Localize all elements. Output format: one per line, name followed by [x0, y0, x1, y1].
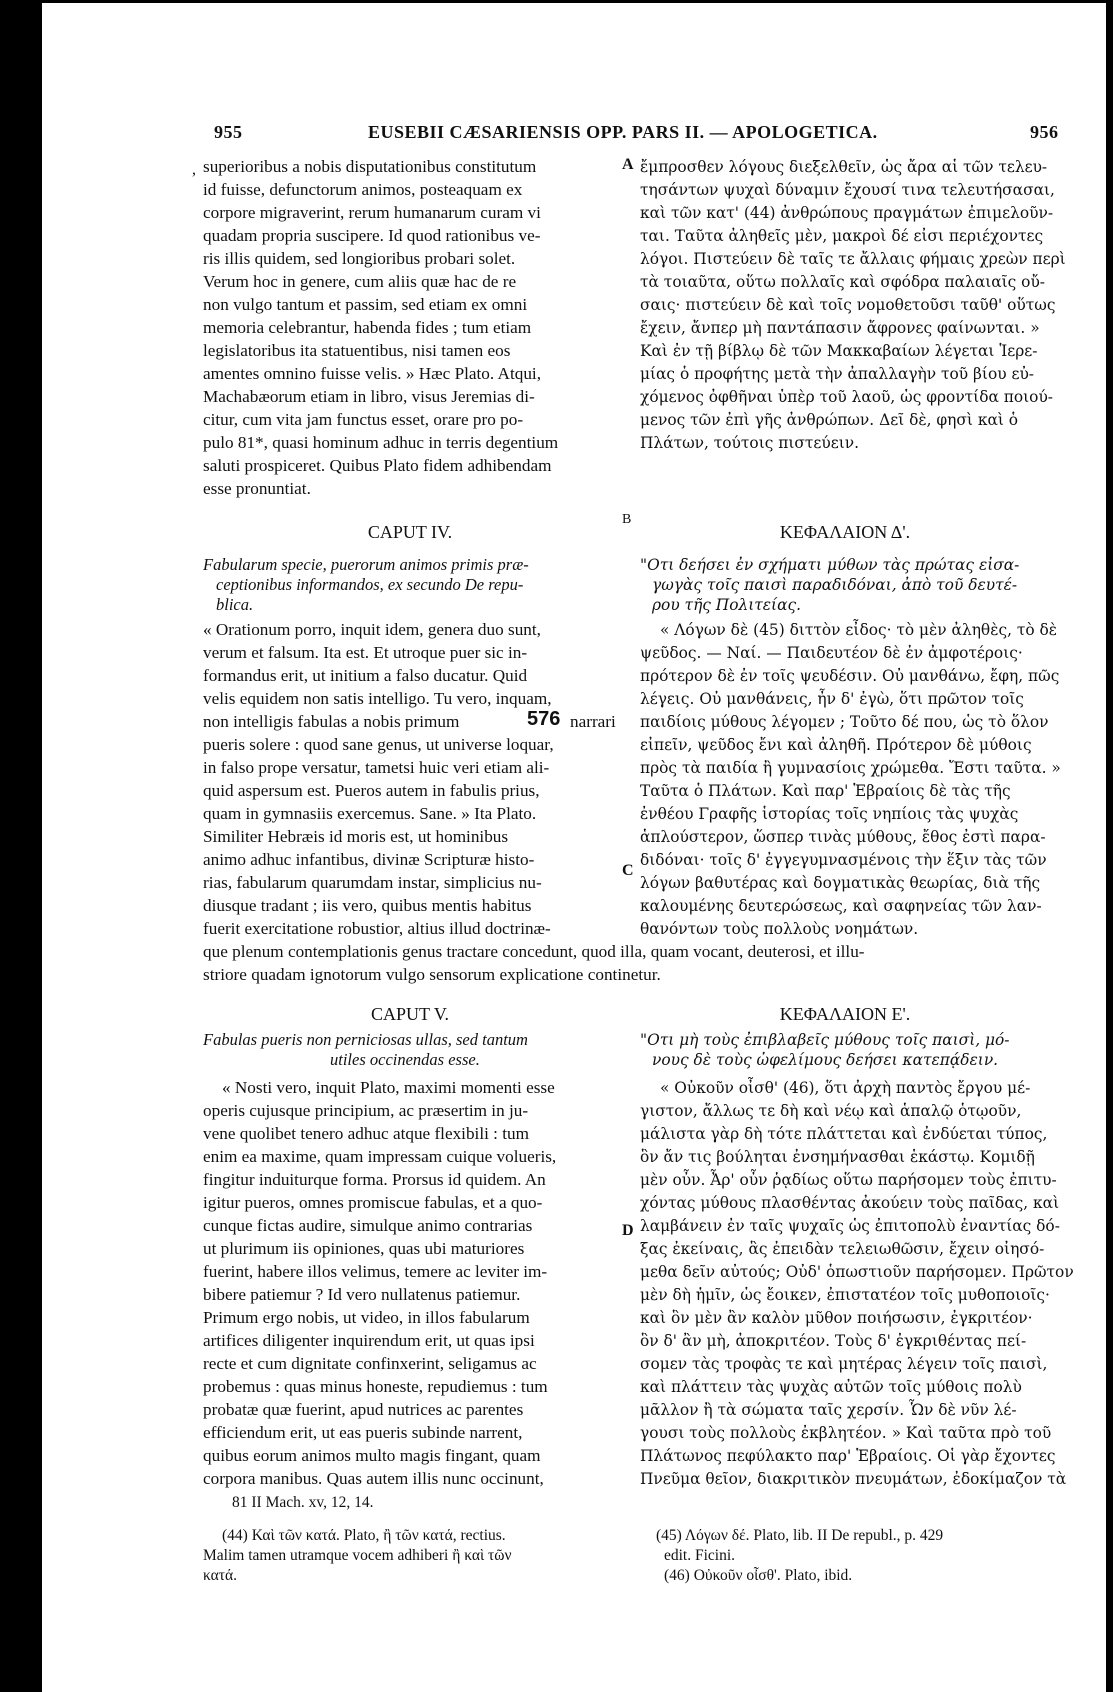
text-line: μὲν δὴ ἡμῖν, ὡς ἔοικεν, ἐπιστατέον τοῖς μυθοποιοῖς·: [640, 1286, 1050, 1304]
section-marker-d: D: [622, 1222, 634, 1239]
text-line: legislatoribus ita statuentibus, nisi tamen eos: [203, 341, 511, 360]
chapter-summary-line: νους δὲ τοὺς ὠφελίμους δεήσει κατεπᾴδειν.: [652, 1051, 999, 1069]
text-line: rias, fabularum quarumdam instar, simplicius nu-: [203, 873, 542, 892]
text-line: εἰπεῖν, ψεῦδος ἔνι καὶ ἀληθῆ. Πρότερον δὲ μύθοις: [640, 736, 1032, 754]
text-line: quadam propria suscipere. Id quod rationibus ve-: [203, 226, 541, 245]
text-line: μᾶλλον ἢ τὰ σώματα ταῖς χερσίν. Ὧν δὲ νῦν λέ-: [640, 1401, 1017, 1419]
text-line: narrari: [570, 712, 616, 731]
text-line: ὃν ἄν τις βούληται ἐνσημήνασθαι ἑκάστῳ. Κομιδῇ: [640, 1148, 1035, 1166]
text-line: Machabæorum etiam in libro, visus Jeremias di-: [203, 387, 535, 406]
text-line: σομεν τὰς τροφὰς τε καὶ μητέρας λέγειν τοῖς παισὶ,: [640, 1355, 1048, 1373]
text-line: θανόντων τοὺς πολλοὺς νοημάτων.: [640, 920, 919, 938]
text-line: « Οὐκοῦν οἶσθ' (46), ὅτι ἀρχὴ παντὸς ἔργου μέ-: [660, 1079, 1031, 1097]
text-line: καὶ τῶν κατ' (44) ἀνθρώπους πραγμάτων ἐπιμελοῦν-: [640, 204, 1054, 222]
text-line: λέγεις. Οὐ μανθάνεις, ἦν δ' ἐγὼ, ὅτι πρῶτον τοῖς: [640, 690, 1024, 708]
text-line: ξας ἐκείναις, ἃς ἐπειδὰν τελειωθῶσιν, ἔχειν οἰησό-: [640, 1240, 1045, 1258]
text-line: τὰ τοιαῦτα, οὕτω πολλαῖς καὶ σφόδρα παλαιαῖς οὔ-: [640, 273, 1046, 291]
text-line: in falso prope versatur, tametsi huic veri etiam ali-: [203, 758, 550, 777]
text-line: velis equidem non satis intelligo. Tu vero, inquam,: [203, 689, 552, 708]
text-line: διδόναι· τοῖς δ' ἐγγεγυμνασμένοις τὴν ἕξιν τὰς τῶν: [640, 851, 1047, 869]
text-line: πρὸς τὰ παιδία ἢ γυμνασίοις χρώμεθα. Ἔστι ταῦτα. »: [640, 759, 1061, 777]
text-line: ἐνθέου Γραφῆς ἱστορίας τοῖς νηπίοις τὰς ψυχὰς: [640, 805, 1019, 823]
text-line-full-width: que plenum contemplationis genus tractare concedunt, quod illa, quam vocant, deuterosi, et illu-: [203, 942, 865, 961]
text-line: μενος τῶν ἐπὶ γῆς ἀνθρώπων. Δεῖ δὲ, φησὶ καὶ ὁ: [640, 411, 1019, 429]
text-line: καλουμένης δευτερώσεως, καὶ σαφηνείας τῶν λαν-: [640, 897, 1042, 915]
text-line: ἔχειν, ἄνπερ μὴ παντάπασιν ἄφρονες φαίνωνται. »: [640, 319, 1040, 337]
chapter-heading-greek-4: ΚΕΦΑΛΑΙΟΝ Δ'.: [779, 522, 911, 542]
running-title: EUSEBII CÆSARIENSIS OPP. PARS II. — APOLOGETICA.: [368, 122, 878, 142]
footnote-line: Malim tamen utramque vocem adhiberi ἢ καὶ τῶν: [203, 1547, 512, 1564]
text-line: vene quolibet tenero adhuc atque flexibili : tum: [203, 1124, 529, 1143]
text-line: non vulgo tantum et passim, sed etiam ex omni: [203, 295, 528, 314]
chapter-heading-latin-5: CAPUT V.: [370, 1004, 450, 1024]
chapter-summary-line: ceptionibus informandos, ex secundo De repu-: [216, 575, 524, 594]
chapter-heading-greek-5: ΚΕΦΑΛΑΙΟΝ Ε'.: [779, 1004, 911, 1024]
text-line: pulo 81*, quasi hominum adhuc in terris degentium: [203, 433, 559, 452]
text-line: cunque fictas audire, simulque animo contrarias: [203, 1216, 533, 1235]
text-line: ὃν δ' ἂν μὴ, ἀποκριτέον. Τοὺς δ' ἐγκριθέντας πεί-: [640, 1332, 1027, 1350]
text-line: « Nosti vero, inquit Plato, maximi momenti esse: [222, 1078, 555, 1097]
text-line: superioribus a nobis disputationibus constitutum: [203, 157, 537, 176]
margin-mark: ,: [192, 161, 196, 178]
chapter-summary-line: utiles occinendas esse.: [330, 1050, 480, 1069]
footnote-line: κατά.: [203, 1567, 238, 1584]
text-line: μάλιστα γὰρ δὴ τότε πλάττεται καὶ ἐνδύεται τύπος,: [640, 1125, 1048, 1143]
text-line: pueris solere : quod sane genus, ut universe loquar,: [203, 735, 554, 754]
text-line: quibus eorum animos multo magis fingant, quam: [203, 1446, 541, 1465]
inline-page-number: 576: [527, 708, 561, 730]
scripture-reference: 81 II Mach. xv, 12, 14.: [232, 1494, 374, 1511]
text-line: recte et cum dignitate confinxerint, seligamus ac: [203, 1354, 537, 1373]
text-line: καὶ ὃν μὲν ἂν καλὸν μῦθον ποιήσωσιν, ἐγκριτέον·: [640, 1309, 1033, 1327]
text-line: memoria celebrantur, habenda fides ; tum etiam: [203, 318, 532, 337]
text-line: γουσι τοὺς πολλοὺς ἐκβλητέον. » Καὶ ταῦτα πρὸ τοῦ: [640, 1424, 1052, 1442]
section-marker-a: A: [622, 156, 634, 173]
chapter-summary-line: blica.: [216, 595, 254, 614]
text-line: diusque tradant ; iis vero, quibus mentis habitus: [203, 896, 532, 915]
text-line: esse pronuntiat.: [203, 479, 311, 498]
text-line: enim ea maxime, quam impressam cuique volueris,: [203, 1147, 557, 1166]
text-line: quid aspersum est. Pueros autem in fabulis prius,: [203, 781, 540, 800]
text-line: Πλάτων, τούτοις πιστεύειν.: [640, 434, 859, 452]
text-line: Καὶ ἐν τῇ βίβλῳ δὲ τῶν Μακκαβαίων λέγεται Ἱερε-: [640, 342, 1038, 360]
text-line: παιδίοις μύθους λέγομεν ; Τοῦτο δέ που, ὡς τὸ ὅλον: [640, 713, 1049, 731]
text-line: Πλάτωνος πεφύλακτο παρ' Ἑβραίοις. Οἱ γὰρ ἔχοντες: [640, 1447, 1056, 1465]
chapter-summary-line: Fabulas pueris non perniciosas ullas, sed tantum: [203, 1030, 528, 1049]
text-line: non intelligis fabulas a nobis primum: [203, 712, 460, 731]
chapter-summary-line: ρου τῆς Πολιτείας.: [652, 596, 801, 614]
text-line: corpore migraverint, rerum humanarum curam vi: [203, 203, 541, 222]
text-line: id fuisse, defunctorum animos, posteaquam ex: [203, 180, 523, 199]
text-line: operis cujusque principium, ac præsertim in ju-: [203, 1101, 529, 1120]
text-line: probemus : quas minus honeste, repudiemus : tum: [203, 1377, 548, 1396]
text-line: Primum ergo nobis, ut video, in illos fabularum: [203, 1308, 530, 1327]
text-line: Πνεῦμα θεῖον, διακριτικὸν πνευμάτων, ἐδοκίμαζον τὰ: [640, 1470, 1067, 1488]
footnote-line: (45) Λόγων δέ. Plato, lib. II De republ., p. 429: [656, 1527, 944, 1544]
text-line: fuerit exercitatione robustior, altius illud doctrinæ-: [203, 919, 551, 938]
text-line: fingitur induiturque forma. Prorsus id quidem. An: [203, 1170, 546, 1189]
text-line: ψεῦδος. — Ναί. — Παιδευτέον δὲ ἐν ἀμφοτέροις·: [640, 644, 1023, 662]
text-line: probatæ quæ fuerint, apud nutrices ac parentes: [203, 1400, 524, 1419]
text-line: ἁπλούστερον, ὥσπερ τινὰς μύθους, ἔθος ἐστὶ παρα-: [640, 828, 1046, 846]
text-line: artifices diligenter inquirendum erit, ut quas ipsi: [203, 1331, 535, 1350]
text-line: πρότερον δὲ ἐν τοῖς ψευδέσιν. Οὐ μανθάνω, ἔφη, πῶς: [640, 667, 1060, 685]
scan-border-right: [1106, 0, 1113, 1692]
text-line: quam in gymnasiis exercemus. Sane. » Ita Plato.: [203, 804, 537, 823]
text-line: λόγοι. Πιστεύειν δὲ ταῖς τε ἄλλαις φήμαις χρεὼν περὶ: [640, 250, 1066, 268]
text-line: verum et falsum. Ita est. Et utroque puer sic in-: [203, 643, 528, 662]
chapter-summary-line: γωγὰς τοῖς παισὶ παραδιδόναι, ἀπὸ τοῦ δευτέ-: [652, 576, 1018, 594]
section-marker-b: B: [622, 512, 632, 527]
text-line: citur, cum vita jam functus esset, orare pro po-: [203, 410, 524, 429]
chapter-summary-line: "Οτι μὴ τοὺς ἐπιβλαβεῖς μύθους τοῖς παισὶ, μό-: [640, 1031, 1010, 1049]
text-line: amentes omnino fuisse velis. » Hæc Plato. Atqui,: [203, 364, 541, 383]
text-line: χόμενος ὀφθῆναι ὑπὲρ τοῦ λαοῦ, ὡς φροντίδα ποιού-: [640, 388, 1054, 406]
text-line: Similiter Hebræis id moris est, ut hominibus: [203, 827, 509, 846]
footnote-line: (46) Οὐκοῦν οἶσθ'. Plato, ibid.: [664, 1567, 853, 1584]
text-line: μὲν οὖν. Ἆρ' οὖν ῥᾳδίως οὕτω παρήσομεν τοὺς ἐπιτυ-: [640, 1171, 1057, 1189]
text-line: μεθα δεῖν αὐτούς; Οὐδ' ὁπωστιοῦν παρήσομεν. Πρῶτον: [640, 1263, 1074, 1281]
text-line: σαις· πιστεύειν δὲ καὶ τοῖς νομοθετοῦσι ταῦθ' οὕτως: [640, 296, 1056, 314]
text-line: τησάντων ψυχαὶ δύναμιν ἔχουσί τινα τελευτήσασαι,: [640, 181, 1055, 199]
text-line: igitur pueros, omnes promiscue fabulas, et a quo-: [203, 1193, 543, 1212]
text-line: ris illis quidem, sed longioribus probari solet.: [203, 249, 516, 268]
chapter-heading-latin-4: CAPUT IV.: [367, 522, 453, 542]
scan-border-top: [0, 0, 1113, 3]
text-line: fuerint, habere illos velimus, temere ac leviter im-: [203, 1262, 548, 1281]
chapter-summary-line: Fabularum specie, puerorum animos primis præ-: [203, 555, 529, 574]
text-line: ut plurimum iis opiniones, quas ubi maturiores: [203, 1239, 525, 1258]
scan-border-left: [0, 0, 42, 1692]
text-line: ται. Ταῦτα ἀληθεῖς μὲν, μακροὶ δέ εἰσι περιέχοντες: [640, 227, 1044, 245]
text-line: λόγων βαθυτέρας καὶ δογματικὰς θεωρίας, διὰ τῆς: [640, 874, 1041, 892]
text-line: corpora manibus. Quas autem illis nunc occinunt,: [203, 1469, 544, 1488]
text-line: animo adhuc infantibus, divinæ Scripturæ histo-: [203, 850, 535, 869]
section-marker-c: C: [622, 862, 634, 879]
chapter-summary-line: "Οτι δεήσει ἐν σχήματι μύθων τὰς πρώτας εἰσα-: [640, 556, 1020, 574]
text-line: γιστον, ἄλλως τε δὴ καὶ νέῳ καὶ ἁπαλῷ ὁτῳοῦν,: [640, 1102, 1022, 1120]
page-number-right: 956: [1030, 122, 1059, 142]
text-line: « Λόγων δὲ (45) διττὸν εἶδος· τὸ μὲν ἀληθὲς, τὸ δὲ: [660, 621, 1058, 639]
text-line: χόντας μύθους πλασθέντας ἀκούειν τοὺς παῖδας, καὶ: [640, 1194, 1060, 1212]
text-line: efficiendum erit, ut eas pueris subinde narrent,: [203, 1423, 523, 1442]
text-line: bibere patiemur ? Id vero nullatenus patiemur.: [203, 1285, 521, 1304]
text-line: « Orationum porro, inquit idem, genera duo sunt,: [203, 620, 541, 639]
text-line: saluti prospiceret. Quibus Plato fidem adhibendam: [203, 456, 552, 475]
footnote-line: edit. Ficini.: [664, 1547, 736, 1564]
text-line: καὶ πλάττειν τὰς ψυχὰς αὐτῶν τοῖς μύθοις πολὺ: [640, 1378, 1022, 1396]
text-line: ἔμπροσθεν λόγους διεξελθεῖν, ὡς ἄρα αἱ τῶν τελευ-: [640, 158, 1048, 176]
text-line-full-width: striore quadam ignotorum vulgo sensorum explicatione continetur.: [203, 965, 661, 984]
text-line: Ταῦτα ὁ Πλάτων. Καὶ παρ' Ἑβραίοις δὲ τὰς τῆς: [640, 782, 1011, 800]
text-line: Verum hoc in genere, cum aliis quæ hac de re: [203, 272, 517, 291]
footnote-line: (44) Καὶ τῶν κατά. Plato, ἢ τῶν κατά, rectius.: [222, 1527, 506, 1544]
page-number-left: 955: [214, 122, 243, 142]
text-line: μίας ὁ προφήτης μετὰ τὴν ἀπαλλαγὴν τοῦ βίου εὐ-: [640, 365, 1035, 383]
text-line: formandus erit, ut initium a falso ducatur. Quid: [203, 666, 528, 685]
text-line: λαμβάνειν ἐν ταῖς ψυχαῖς ὡς ἐπιτοπολὺ ἐναντίας δό-: [640, 1217, 1060, 1235]
